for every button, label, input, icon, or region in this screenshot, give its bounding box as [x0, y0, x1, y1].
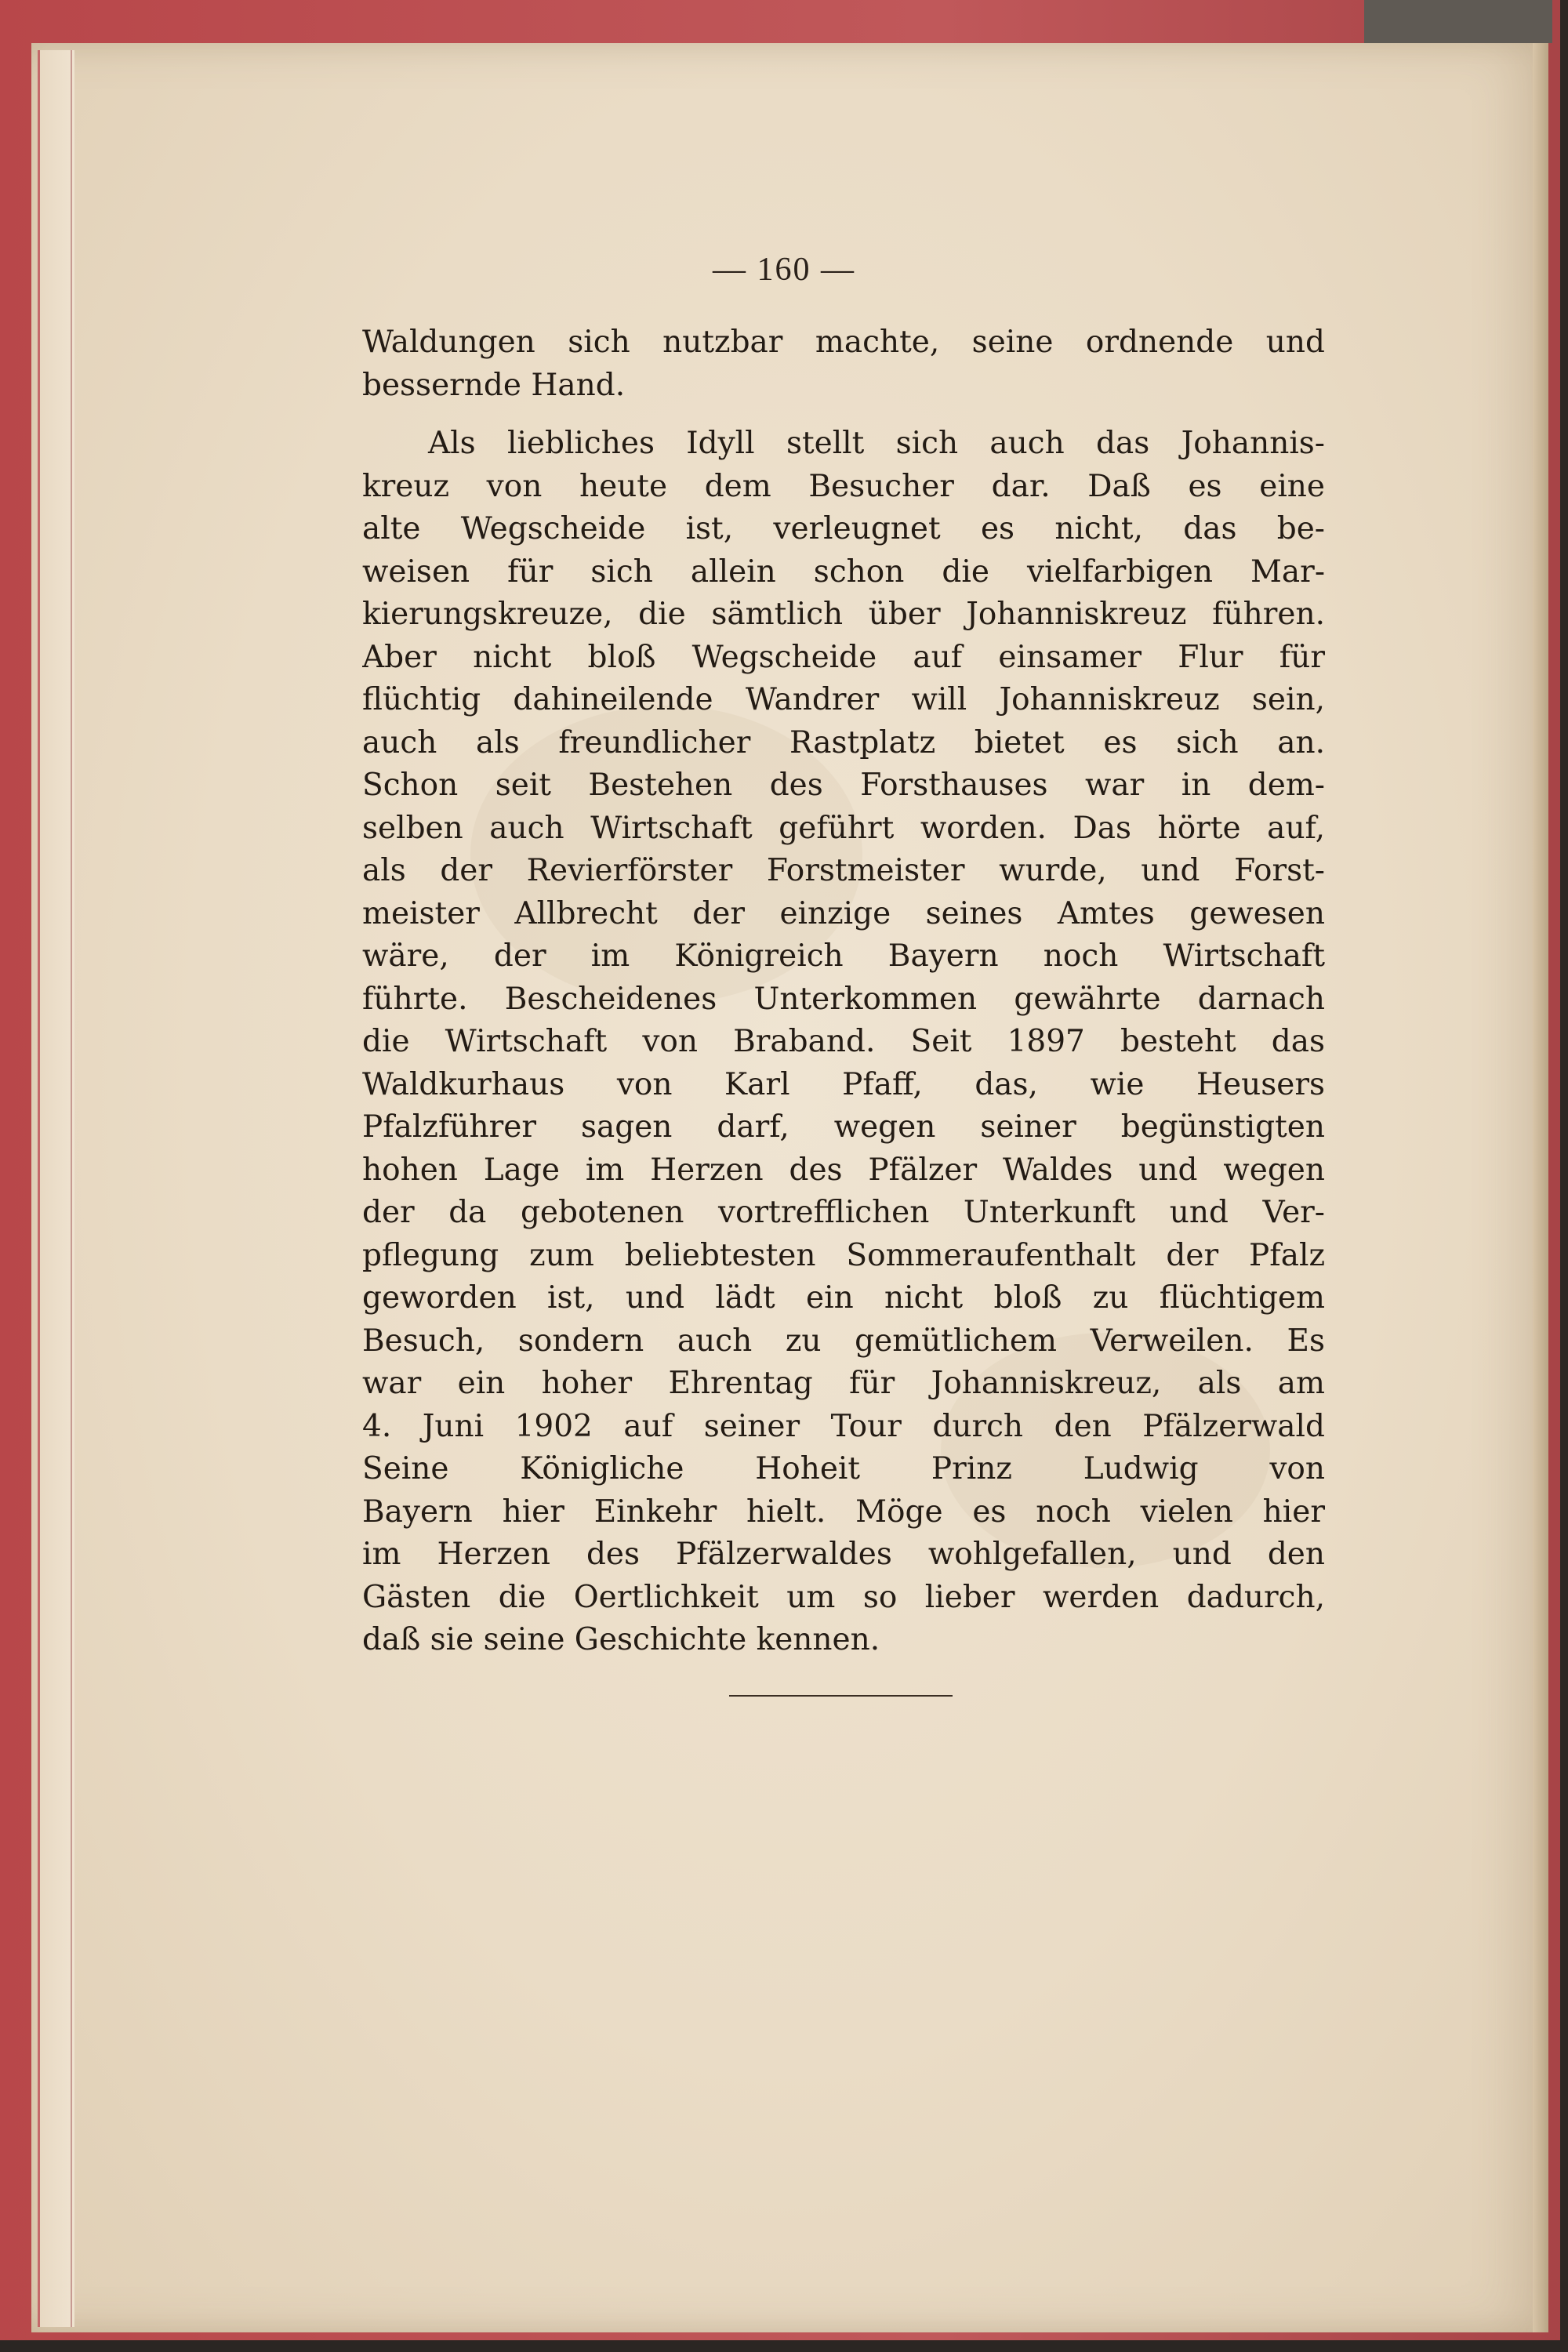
body-text: [362, 321, 1325, 1662]
text-line: flüchtig dahineilende Wandrer will Johanniskreuz sein,: [362, 682, 1325, 717]
text-line: im Herzen des Pfälzerwaldes wohlgefallen, und den: [362, 1537, 1325, 1572]
text-line: Waldkurhaus von Karl Pfaff, das, wie Heusers: [362, 1066, 1325, 1102]
text-line: meister Allbrecht der einzige seines Amtes gewesen: [362, 895, 1325, 931]
page-number: — 160 —: [713, 252, 855, 288]
page-edge: [1533, 43, 1548, 2332]
text-line: als der Revierförster Forstmeister wurde, und Forst-: [362, 853, 1325, 888]
text-line: der da gebotenen vortrefflichen Unterkunft und Ver-: [362, 1195, 1325, 1230]
gutter-line: [71, 50, 72, 2327]
text-line: Pfalzführer sagen darf, wegen seiner begünstigten: [362, 1109, 1325, 1145]
text-line: auch als freundlicher Rastplatz bietet es sich an.: [362, 724, 1325, 760]
text-line: geworden ist, und lädt ein nicht bloß zu flüchtigem: [362, 1280, 1325, 1316]
text-line: die Wirtschaft von Braband. Seit 1897 besteht das: [362, 1024, 1325, 1059]
text-line: Seine Königliche Hoheit Prinz Ludwig von: [362, 1451, 1325, 1486]
text-line: hohen Lage im Herzen des Pfälzer Waldes und wegen: [362, 1152, 1325, 1188]
text-line: wäre, der im Königreich Bayern noch Wirtschaft: [362, 938, 1325, 974]
text-line: selben auch Wirtschaft geführt worden. Das hörte auf,: [362, 810, 1325, 846]
text-line: war ein hoher Ehrentag für Johanniskreuz, als am: [362, 1366, 1325, 1401]
paragraph-gap: [362, 407, 1325, 423]
text-line: daß sie seine Geschichte kennen.: [362, 1622, 880, 1657]
text-line: Besuch, sondern auch zu gemütlichem Verweilen. Es: [362, 1323, 1325, 1359]
text-line: Bayern hier Einkehr hielt. Möge es noch vielen hier: [362, 1494, 1325, 1530]
cover-corner: [1364, 0, 1552, 43]
text-line: weisen für sich allein schon die vielfarbigen Mar-: [362, 554, 1325, 590]
text-line: Schon seit Bestehen des Forsthauses war in dem-: [362, 768, 1325, 803]
page-gutter: [38, 50, 74, 2327]
section-divider: [729, 1695, 953, 1697]
text-line: Als liebliches Idyll stellt sich auch das Johannis-: [428, 426, 1325, 461]
text-line: 4. Juni 1902 auf seiner Tour durch den Pfälzerwald: [362, 1408, 1325, 1444]
text-line: Waldungen sich nutzbar machte, seine ordnende und: [362, 325, 1325, 360]
text-line: alte Wegscheide ist, verleugnet es nicht, das be-: [362, 511, 1325, 546]
text-line: Aber nicht bloß Wegscheide auf einsamer Flur für: [362, 639, 1325, 675]
text-line: kierungskreuze, die sämtlich über Johanniskreuz führen.: [362, 597, 1325, 632]
text-line: bessernde Hand.: [362, 367, 626, 403]
text-line: kreuz von heute dem Besucher dar. Daß es eine: [362, 468, 1325, 504]
text-line: Gästen die Oertlichkeit um so lieber werden dadurch,: [362, 1579, 1325, 1615]
text-line: führte. Bescheidenes Unterkommen gewährte darnach: [362, 981, 1325, 1017]
text-line: pflegung zum beliebtesten Sommeraufenthalt der Pfalz: [362, 1237, 1325, 1273]
